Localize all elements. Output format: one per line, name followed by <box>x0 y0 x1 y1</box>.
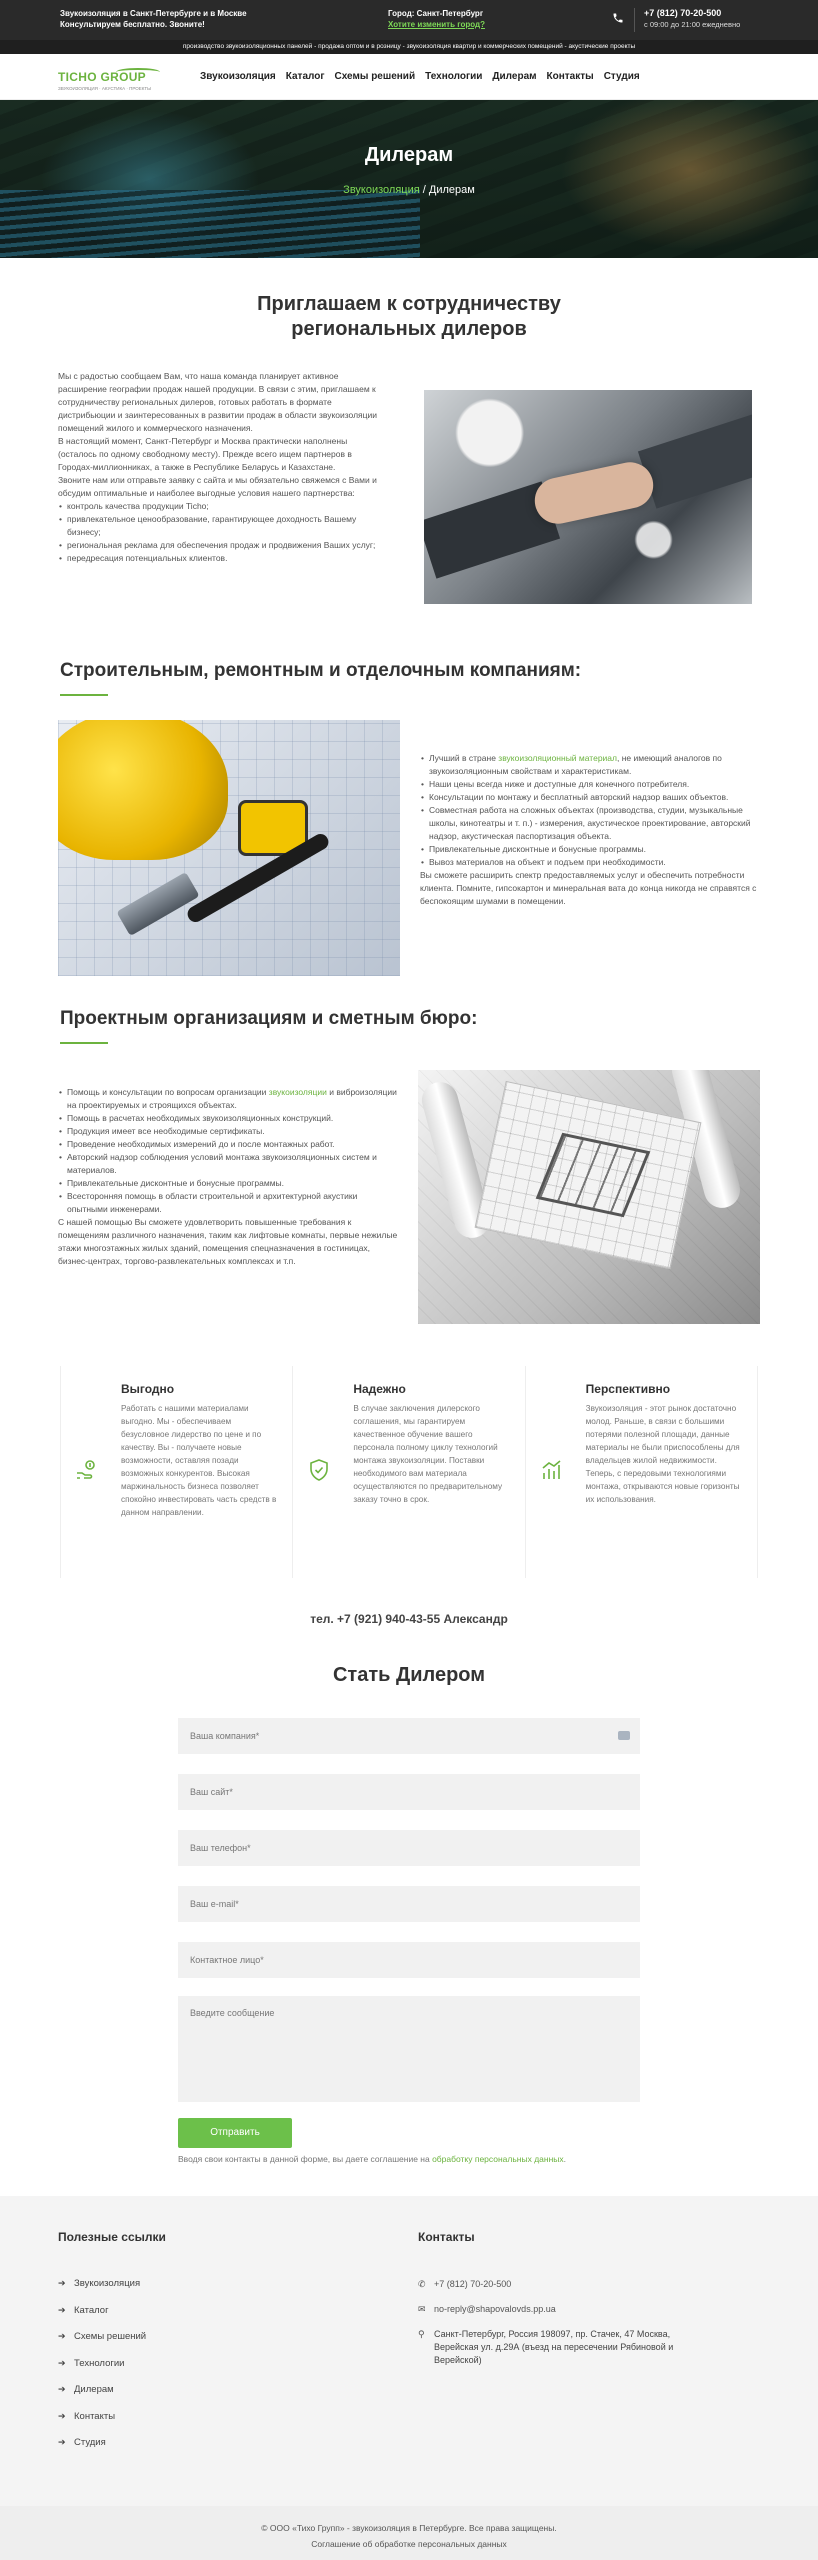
designers-title: Проектным организациям и сметным бюро: <box>60 1008 478 1029</box>
footer-link[interactable] <box>58 2437 146 2464</box>
designers-text <box>58 1086 400 1268</box>
menu <box>200 71 640 82</box>
hero-banner <box>0 100 818 258</box>
footer-link[interactable] <box>58 2331 146 2358</box>
arrow-right-icon: ➔ <box>58 2331 66 2341</box>
change-city-link[interactable]: Хотите изменить город? <box>388 20 485 29</box>
dealer-contact-phone: тел. +7 (921) 940-43-55 Александр <box>310 1612 508 1626</box>
handshake-photo <box>424 390 752 604</box>
mail-icon: ✉ <box>418 2304 426 2314</box>
footer-phone-row <box>418 2278 678 2291</box>
menu-item-technologies[interactable]: Технологии <box>425 71 483 82</box>
list-item <box>58 1086 400 1112</box>
email-input[interactable]: Ваш e-mail* <box>178 1886 640 1922</box>
builders-title-underline <box>60 694 108 696</box>
list-item: • контроль качества продукции Ticho; <box>58 500 388 513</box>
footer-link-label: Студия <box>74 2437 106 2448</box>
builders-benefits-list <box>420 752 760 869</box>
footer-link-label: Контакты <box>74 2410 116 2422</box>
footer <box>0 2196 818 2506</box>
phone-input[interactable]: Ваш телефон* <box>178 1830 640 1866</box>
policy-link[interactable]: Соглашение об обработке персональных данных <box>311 2539 507 2549</box>
feature-card <box>292 1366 524 1578</box>
list-item: • Совместная работа на сложных объектах (производства, студии, музыкальные школы, кинотеатры и т. п.) - измерения, акустическое проектирование, авторский надзор, акустическая паспортизация объекта. <box>420 804 760 843</box>
designers-benefits-list <box>58 1086 400 1216</box>
intro-benefits-list <box>58 500 388 565</box>
footer-link[interactable] <box>58 2278 146 2305</box>
photo-detail <box>116 872 199 936</box>
city-label: Город: Санкт-Петербург <box>388 9 484 18</box>
footer-contacts <box>418 2278 678 2379</box>
page-title: Дилерам <box>364 144 454 166</box>
slogan-line2: Консультируем бесплатно. Звоните! <box>60 20 205 29</box>
list-item: • Консультации по монтажу и бесплатный авторский надзор ваших объектов. <box>420 791 760 804</box>
footer-links-title: Полезные ссылки <box>58 2230 166 2244</box>
list-item: • региональная реклама для обеспечения продаж и продвижения Ваших услуг; <box>58 539 388 552</box>
footer-link-label: Схемы решений <box>74 2331 147 2342</box>
hero-seats <box>0 190 420 258</box>
list-item: • Всесторонняя помощь в области строительной и архитектурной акустики опытными инженерами. <box>58 1190 400 1216</box>
list-item: • Авторский надзор соблюдения условий монтажа звукоизоляционных систем и материалов. <box>58 1151 400 1177</box>
phone-icon <box>612 12 626 26</box>
breadcrumb-home-link[interactable]: Звукоизоляция <box>343 184 420 196</box>
top-bar-phone <box>644 8 740 30</box>
builders-title: Строительным, ремонтным и отделочным компаниям: <box>60 660 582 681</box>
list-item-text: и виброизоляции на проектируемых и строящихся объектах. <box>67 1087 397 1110</box>
personal-data-link[interactable]: обработку персональных данных <box>432 2154 564 2164</box>
designers-outro: С нашей помощью Вы сможете удовлетворить повышенные требования к помещениям различного назначения, таким как лифтовые комнаты, первые нежилые этажи многоэтажных жилых зданий, помещения спецназначения в гостиницах, бизнес-центрах, торгово-развлекательных комплексах и т.п. <box>58 1217 398 1266</box>
contact-person-input[interactable]: Контактное лицо* <box>178 1942 640 1978</box>
top-bar-slogan <box>60 8 300 30</box>
footer-link-label: Технологии <box>74 2357 125 2369</box>
money-hand-icon <box>75 1458 99 1482</box>
feature-text: Работать с нашими материалами выгодно. Мы - обеспечиваем безусловное лидерство по цене и по качеству. Вы - получаете новые возможности, оставляя позади возможных конкурентов. Высокая маржинальность бизнеса позволяет спокойно инвестировать часть средств в данном направлении. <box>121 1404 277 1517</box>
list-item-text: Лучший в стране <box>429 753 499 763</box>
intro-title-line2: региональных дилеров <box>291 318 527 340</box>
feature-text: Звукоизоляция - этот рынок достаточно молод. Раньше, в связи с большими потерями полезной площади, данные материалы не были приспособлены для владельцев жилой недвижимости. Теперь, с передовыми технологиями монтажа, открываются новые горизонты их использования. <box>585 1404 740 1504</box>
shield-icon <box>307 1458 331 1482</box>
menu-item-catalog[interactable]: Каталог <box>285 71 325 82</box>
menu-item-contacts[interactable]: Контакты <box>546 71 594 82</box>
breadcrumb-current: Дилерам <box>428 184 475 196</box>
list-item: • Помощь в расчетах необходимых звукоизоляционных конструкций. <box>58 1112 400 1125</box>
site-logo[interactable] <box>58 68 160 91</box>
list-item <box>420 752 760 778</box>
intro-text <box>58 370 388 565</box>
features-row <box>60 1366 758 1578</box>
hero-light-warm <box>560 100 818 250</box>
list-item: • привлекательное ценообразование, гарантирующее доходность Вашему бизнесу; <box>58 513 388 539</box>
submit-button[interactable]: Отправить <box>178 2118 292 2148</box>
feature-title: Надежно <box>353 1382 406 1396</box>
list-item-text: Помощь и консультации по вопросам организации <box>67 1087 269 1097</box>
list-item: • Проведение необходимых измерений до и после монтажных работ. <box>58 1138 400 1151</box>
footer-email-row <box>418 2303 678 2316</box>
list-item: • Привлекательные дисконтные и бонусные программы. <box>420 843 760 856</box>
company-input[interactable] <box>178 1718 640 1754</box>
site-input[interactable]: Ваш сайт* <box>178 1774 640 1810</box>
feature-text: В случае заключения дилерского соглашения, мы гарантируем качественное обучение вашего персонала полному циклу технологий монтажа звукоизоляции. Поставки необходимого вам материала осуществляются по предварительному заказу точно в срок. <box>353 1404 503 1504</box>
arrow-right-icon: ➔ <box>58 2278 66 2288</box>
consent-text-part: Вводя свои контакты в данной форме, вы даете соглашение на <box>178 2154 433 2164</box>
footer-link-label: Звукоизоляция <box>74 2278 141 2289</box>
tagline-bar: производство звукоизоляционных панелей - продажа оптом и в розницу - звукоизоляция квартир и коммерческих помещений - акустические проекты <box>0 40 818 54</box>
consent-text-part: . <box>563 2154 567 2164</box>
footer-link[interactable] <box>58 2305 146 2332</box>
city-selector <box>388 8 485 30</box>
consent-text <box>178 2154 566 2164</box>
logo-subtitle: ЗВУКОИЗОЛЯЦИЯ · АКУСТИКА · ПРОЕКТЫ <box>58 86 152 91</box>
menu-item-dealers[interactable]: Дилерам <box>492 71 537 82</box>
intro-title-line1: Приглашаем к сотрудничеству <box>257 293 561 315</box>
top-phone-link[interactable]: +7 (812) 70-20-500 <box>644 8 722 18</box>
arrow-right-icon: ➔ <box>58 2384 66 2394</box>
blueprints-photo <box>418 1070 760 1324</box>
builders-text <box>420 752 760 908</box>
list-item: • Привлекательные дисконтные и бонусные программы. <box>58 1177 400 1190</box>
company-placeholder: Ваша компания* <box>190 1731 260 1741</box>
intro-title <box>0 292 818 342</box>
arrow-right-icon: ➔ <box>58 2410 66 2421</box>
form-title: Стать Дилером <box>332 1664 486 1686</box>
footer-phone-link[interactable]: +7 (812) 70-20-500 <box>434 2279 512 2289</box>
soundproof-material-link[interactable]: звукоизоляционный материал <box>498 753 617 763</box>
footer-link[interactable] <box>58 2358 146 2385</box>
breadcrumb <box>0 184 818 196</box>
list-item-text: , не имеющий аналогов по звукоизоляционным свойствам и характеристикам. <box>429 753 722 776</box>
footer-link-label: Дилерам <box>74 2384 114 2395</box>
list-item: • Вывоз материалов на объект и подъем при необходимости. <box>420 856 760 869</box>
location-pin-icon: ⚲ <box>418 2329 425 2339</box>
photo-detail <box>531 458 658 528</box>
menu-item-soundproofing[interactable]: Звукоизоляция <box>200 71 276 82</box>
feature-title: Перспективно <box>585 1382 671 1396</box>
slogan-line1: Звукоизоляция в Санкт-Петербурге и в Москве <box>60 9 247 18</box>
footer-link[interactable] <box>58 2411 146 2438</box>
footer-links <box>58 2278 146 2464</box>
feature-title: Выгодно <box>121 1382 175 1396</box>
top-bar-divider <box>634 8 635 32</box>
soundproofing-link[interactable]: звукоизоляции <box>268 1087 327 1097</box>
logo-name: TICHO GROUP <box>58 70 146 84</box>
main-nav <box>0 54 818 100</box>
footer-address-row <box>418 2328 678 2367</box>
autofill-icon[interactable] <box>618 1731 630 1740</box>
list-item: • передресация потенциальных клиентов. <box>58 552 388 565</box>
feature-card <box>60 1366 292 1578</box>
top-bar <box>0 0 818 40</box>
arrow-right-icon: ➔ <box>58 2437 66 2447</box>
copyright-text: © ООО «Тихо Групп» - звукоизоляция в Петербурге. Все права защищены. <box>261 2523 557 2533</box>
footer-contacts-title: Контакты <box>418 2230 475 2244</box>
list-item: • Наши цены всегда ниже и доступные для конечного потребителя. <box>420 778 760 791</box>
builders-outro: Вы сможете расширить спектр предоставляемых услуг и обеспечить потребности клиента. Помните, гипсокартон и минеральная вата до конца никогда не справятся с беспокоящим шумами в помещении. <box>420 870 757 906</box>
logo-arc-icon <box>116 68 160 76</box>
feature-card <box>525 1366 758 1578</box>
photo-detail <box>638 411 752 508</box>
footer-address: Санкт-Петербург, Россия 198097, пр. Стачек, 47 Москва, Верейская ул. д.29А (въезд на пересечении Рябиновой и Верейской) <box>434 2329 674 2365</box>
menu-item-solutions[interactable]: Схемы решений <box>334 71 416 82</box>
footer-email-link[interactable]: no-reply@shapovalovds.pp.ua <box>434 2304 556 2314</box>
intro-paragraph: Звоните нам или отправьте заявку с сайта и мы обязательно свяжемся с Вами и обсудим оптимальные и наиболее выгодные условия нашего партнерства: <box>58 475 377 498</box>
message-textarea[interactable]: Введите сообщение <box>178 1996 640 2102</box>
breadcrumb-separator: / <box>422 184 426 196</box>
phone-icon: ✆ <box>418 2279 426 2289</box>
arrow-right-icon: ➔ <box>58 2357 66 2368</box>
arrow-right-icon: ➔ <box>58 2304 66 2315</box>
working-hours: с 09:00 до 21:00 ежедневно <box>644 20 741 29</box>
footer-link[interactable] <box>58 2384 146 2411</box>
designers-title-underline <box>60 1042 108 1044</box>
construction-tools-photo <box>58 720 400 976</box>
photo-detail <box>58 720 228 860</box>
intro-paragraph: Мы с радостью сообщаем Вам, что наша команда планирует активное расширение географии продаж нашей продукции. В связи с этим, приглашаем к сотрудничеству региональных дилеров, готовых работать в формате дистрибьюции и заинтересованных в развитии продаж в области звукоизоляции помещений жилого и коммерческого назначения. <box>58 371 378 433</box>
list-item: • Продукция имеет все необходимые сертификаты. <box>58 1125 400 1138</box>
footer-link-label: Каталог <box>74 2304 109 2316</box>
menu-item-studio[interactable]: Студия <box>603 71 640 82</box>
copyright-bar <box>0 2506 818 2560</box>
growth-chart-icon <box>540 1458 564 1482</box>
intro-paragraph: В настоящий момент, Санкт-Петербург и Москва практически наполнены (осталось по одному свободному месту). Прежде всего ищем партнеров в Городах-миллионниках, а также в Республике Беларусь и Казахстане. <box>58 436 352 472</box>
